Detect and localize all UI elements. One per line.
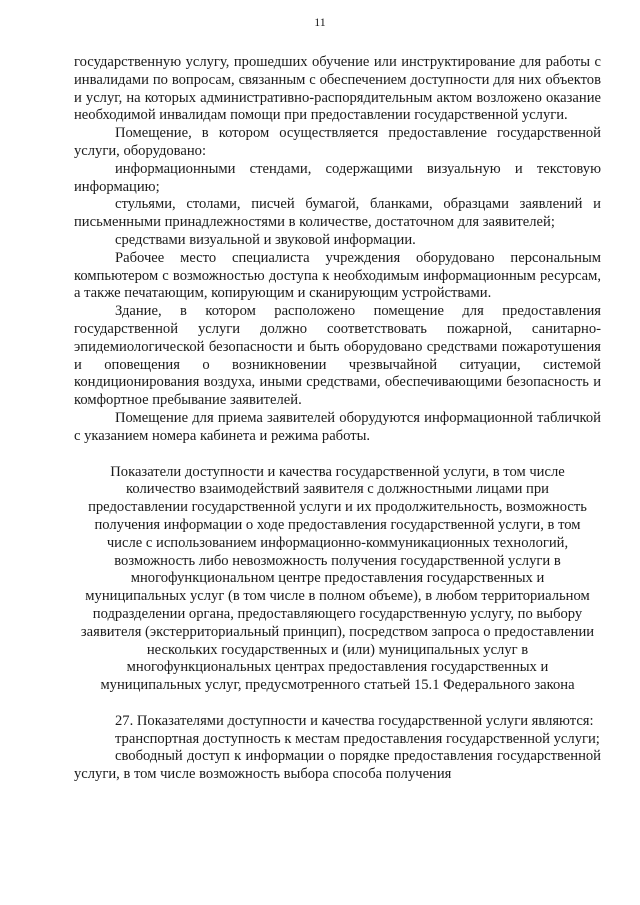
list-item: стульями, столами, писчей бумагой, бланками, образцами заявлений и письменными принадлежностями в количестве, достаточном для заявителей; [74, 196, 601, 231]
paragraph: Помещение для приема заявителей оборудуются информационной табличкой с указанием номера кабинета и режима работы. [74, 409, 601, 444]
page-number: 11 [314, 15, 326, 29]
section-heading: Показатели доступности и качества государственной услуги, в том числе количество взаимодействий заявителя с должностными лицами при предоставлении государственной услуги и их продолжительность, возможность получения информации о ходе предоставления государственной услуги, в том числе с использованием информационно-коммуникационных технологий, возможность либо невозможность получения государственной услуги в многофункциональном центре предоставления государственных и муниципальных услуг (в том числе в полном объеме), в любом территориальном подразделении органа, предоставляющего государственную услугу, по выбору заявителя (экстерриториальный принцип), посредством запроса о предоставлении нескольких государственных и (или) муниципальных услуг в многофункциональных центрах предоставления государственных и муниципальных услуг, предусмотренного статьей 15.1 Федерального закона [80, 463, 595, 694]
paragraph: государственную услугу, прошедших обучение или инструктирование для работы с инвалидами по вопросам, связанным с обеспечением доступности для них объектов и услуг, на которых административно-распорядительным актом возложено оказание необходимой инвалидам помощи при предоставлении государственной услуги. [74, 54, 601, 124]
document-body [74, 54, 601, 784]
list-item: транспортная доступность к местам предоставления государственной услуги; [115, 730, 600, 747]
list-item: информационными стендами, содержащими визуальную и текстовую информацию; [74, 160, 601, 195]
list-item: свободный доступ к информации о порядке предоставления государственной услуги, в том числе возможность выбора способа получения [74, 748, 601, 783]
list-item: средствами визуальной и звуковой информации. [115, 231, 416, 248]
paragraph: Рабочее место специалиста учреждения оборудовано персональным компьютером с возможностью доступа к необходимым информационным ресурсам, а также печатающим, копирующим и сканирующим устройствами. [74, 249, 601, 302]
paragraph: 27. Показателями доступности и качества государственной услуги являются: [115, 712, 594, 729]
paragraph: Здание, в котором расположено помещение для предоставления государственной услуги должно соответствовать пожарной, санитарно-эпидемиологической безопасности и быть оборудовано средствами пожаротушения и оповещения о возникновении чрезвычайной ситуации, системой кондиционирования воздуха, иными средствами, обеспечивающими безопасность и комфортное пребывание заявителей. [74, 303, 601, 409]
paragraph: Помещение, в котором осуществляется предоставление государственной услуги, оборудовано: [74, 125, 601, 159]
